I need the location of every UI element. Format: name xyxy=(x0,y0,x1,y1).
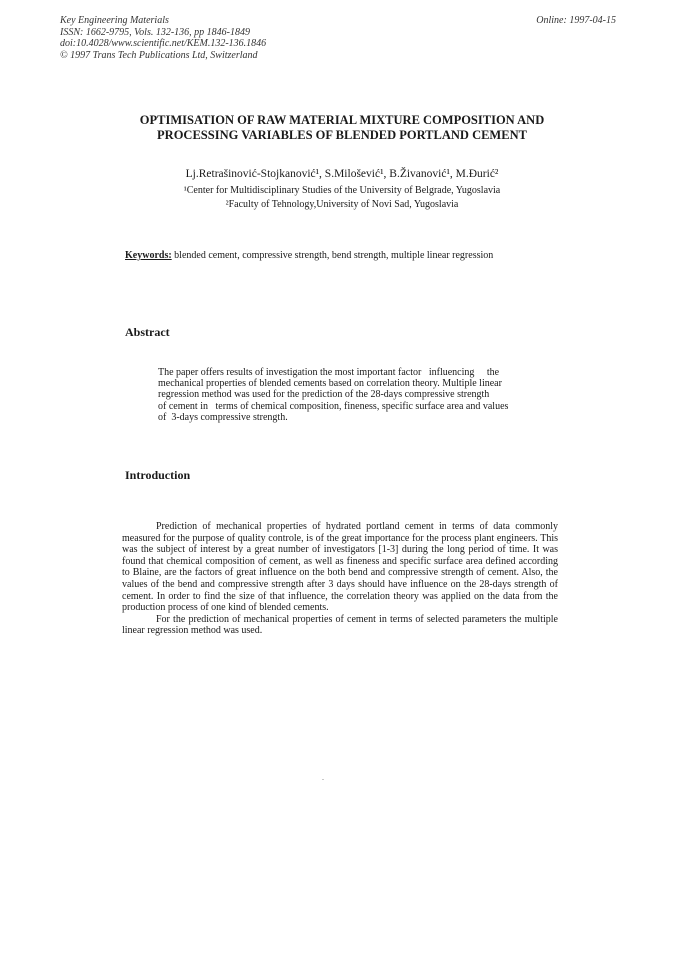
paper-title xyxy=(100,113,584,143)
scan-artifact xyxy=(322,779,324,780)
title-line-1: OPTIMISATION OF RAW MATERIAL MIXTURE COMPOSITION AND xyxy=(139,113,545,127)
intro-paragraph-2: For the prediction of mechanical properties of cement in terms of selected parameters the multiple linear regression method was used. xyxy=(122,613,558,637)
abstract-heading: Abstract xyxy=(125,325,170,339)
abstract-line: mechanical properties of blended cements based on correlation theory. Multiple linear xyxy=(158,378,502,390)
abstract-line: of 3-days compressive strength. xyxy=(158,411,288,423)
online-date: Online: 1997-04-15 xyxy=(536,15,616,26)
copyright-line: © 1997 Trans Tech Publications Ltd, Switzerland xyxy=(60,49,258,61)
doi-line[interactable]: doi:10.4028/www.scientific.net/KEM.132-136.1846 xyxy=(60,38,267,49)
issn-line: ISSN: 1662-9795, Vols. 132-136, pp 1846-1849 xyxy=(60,26,250,38)
affiliation-2: ²Faculty of Tehnology,University of Novi Sad, Yugoslavia xyxy=(225,199,459,210)
keywords-label: Keywords: xyxy=(125,250,172,261)
abstract-body xyxy=(158,367,508,423)
title-line-2: PROCESSING VARIABLES OF BLENDED PORTLAND CEMENT xyxy=(157,128,527,142)
journal-name: Key Engineering Materials xyxy=(60,15,169,26)
keywords-text: blended cement, compressive strength, bend strength, multiple linear regression xyxy=(171,250,494,261)
keywords-line xyxy=(125,250,493,261)
abstract-line: The paper offers results of investigation the most important factor influencing the xyxy=(158,367,500,378)
introduction-body xyxy=(122,521,558,637)
introduction-heading: Introduction xyxy=(125,468,191,482)
abstract-line: of cement in terms of chemical composition, fineness, specific surface area and values xyxy=(158,400,509,412)
abstract-line: regression method was used for the prediction of the 28-days compressive strength xyxy=(158,389,490,401)
publication-metadata xyxy=(60,15,266,61)
intro-paragraph-1: Prediction of mechanical properties of hydrated portland cement in terms of data commonly measured for the purpose of quality controle, is of the great importance for the process plant engineers. This was the subject of interest by a great number of investigators [1-3] during the long period of time. It was found that chemical composition of cement, as well as fineness and specific surface area defined according to Blaine, are the factors of great influence on the both bend and compressive strength of cement. Also, the values of the bend and compressive strength after 3 days should have influence on the 28-days strength of cement. In order to find the size of that influence, the correlation theory was applied on the data from the production process of one kind of blended cements. xyxy=(122,521,558,614)
affiliation-1: ¹Center for Multidisciplinary Studies of the University of Belgrade, Yugoslavia xyxy=(183,185,501,196)
author-list: Lj.Retrašinović-Stojkanović¹, S.Milošević¹, B.Živanović¹, M.Đurić² xyxy=(185,168,499,180)
